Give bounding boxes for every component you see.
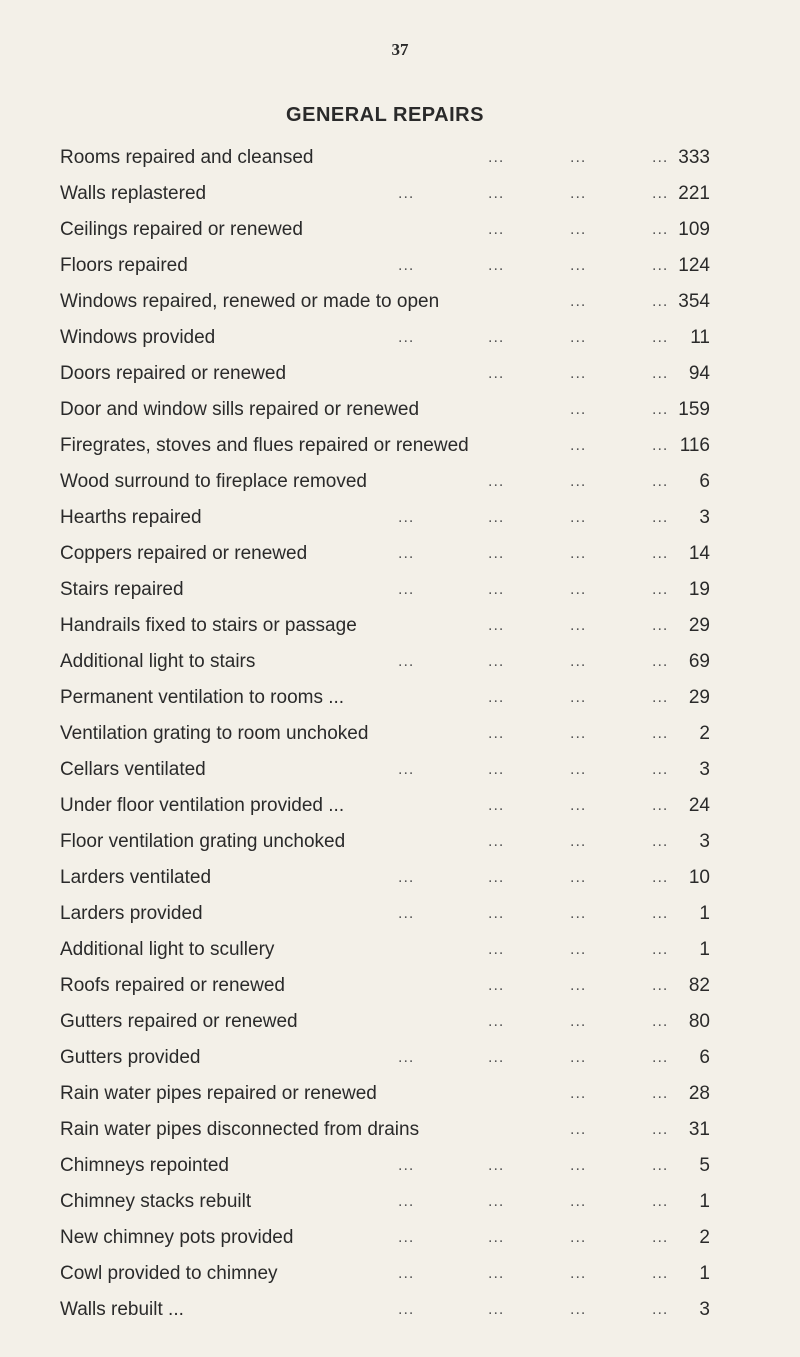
list-item bbox=[60, 644, 720, 680]
item-count: 6 bbox=[699, 471, 710, 492]
item-count: 3 bbox=[699, 507, 710, 528]
leader-dots: ... bbox=[488, 1157, 505, 1174]
list-item bbox=[60, 284, 720, 320]
list-item bbox=[60, 860, 720, 896]
item-label: Chimney stacks rebuilt bbox=[60, 1191, 252, 1212]
item-count: 24 bbox=[688, 795, 710, 816]
leader-dots: ... bbox=[652, 797, 669, 814]
leader-dots: ... bbox=[652, 365, 669, 382]
leader-dots: ... bbox=[652, 689, 669, 706]
leader-dots: ... bbox=[488, 797, 505, 814]
item-count: 94 bbox=[688, 363, 710, 384]
item-label: Coppers repaired or renewed bbox=[60, 543, 308, 564]
leader-dots: ... bbox=[488, 977, 505, 994]
leader-dots: ... bbox=[488, 185, 505, 202]
leader-dots: ... bbox=[488, 941, 505, 958]
leader-dots: ... bbox=[488, 365, 505, 382]
item-count: 69 bbox=[688, 651, 710, 672]
leader-dots: ... bbox=[652, 941, 669, 958]
leader-dots: ... bbox=[652, 617, 669, 634]
leader-dots: ... bbox=[570, 329, 587, 346]
leader-dots: ... bbox=[570, 617, 587, 634]
list-item bbox=[60, 428, 720, 464]
leader-dots: ... bbox=[652, 1121, 669, 1138]
leader-dots: ... bbox=[398, 1301, 415, 1318]
item-count: 1 bbox=[699, 1191, 710, 1212]
leader-dots: ... bbox=[488, 581, 505, 598]
leader-dots: ... bbox=[398, 329, 415, 346]
leader-dots: ... bbox=[652, 1157, 669, 1174]
list-item bbox=[60, 176, 720, 212]
list-item bbox=[60, 1004, 720, 1040]
item-count: 29 bbox=[688, 615, 710, 636]
list-item bbox=[60, 1040, 720, 1076]
list-item bbox=[60, 356, 720, 392]
item-label: Floors repaired bbox=[60, 255, 188, 276]
leader-dots: ... bbox=[652, 149, 669, 166]
list-item bbox=[60, 1256, 720, 1292]
leader-dots: ... bbox=[570, 977, 587, 994]
leader-dots: ... bbox=[488, 1013, 505, 1030]
item-count: 333 bbox=[678, 147, 710, 168]
repairs-list bbox=[60, 140, 720, 1328]
list-item bbox=[60, 1148, 720, 1184]
item-label: Additional light to scullery bbox=[60, 939, 275, 960]
leader-dots: ... bbox=[652, 257, 669, 274]
item-count: 2 bbox=[699, 723, 710, 744]
leader-dots: ... bbox=[652, 1265, 669, 1282]
leader-dots: ... bbox=[488, 1193, 505, 1210]
item-label: Walls replastered bbox=[60, 183, 207, 204]
leader-dots: ... bbox=[488, 689, 505, 706]
leader-dots: ... bbox=[488, 473, 505, 490]
list-item bbox=[60, 1220, 720, 1256]
leader-dots: ... bbox=[398, 257, 415, 274]
list-item bbox=[60, 680, 720, 716]
item-label: Windows provided bbox=[60, 327, 216, 348]
leader-dots: ... bbox=[398, 581, 415, 598]
list-item bbox=[60, 248, 720, 284]
leader-dots: ... bbox=[398, 761, 415, 778]
list-item bbox=[60, 572, 720, 608]
item-label: Rooms repaired and cleansed bbox=[60, 147, 314, 168]
leader-dots: ... bbox=[652, 437, 669, 454]
leader-dots: ... bbox=[398, 545, 415, 562]
item-label: Rain water pipes disconnected from drains bbox=[60, 1119, 420, 1140]
item-count: 80 bbox=[688, 1011, 710, 1032]
leader-dots: ... bbox=[570, 689, 587, 706]
leader-dots: ... bbox=[398, 1157, 415, 1174]
item-label: Floor ventilation grating unchoked bbox=[60, 831, 346, 852]
leader-dots: ... bbox=[570, 941, 587, 958]
leader-dots: ... bbox=[488, 1301, 505, 1318]
leader-dots: ... bbox=[652, 1229, 669, 1246]
item-label: Larders provided bbox=[60, 903, 203, 924]
item-count: 2 bbox=[699, 1227, 710, 1248]
list-item bbox=[60, 140, 720, 176]
leader-dots: ... bbox=[570, 1121, 587, 1138]
leader-dots: ... bbox=[652, 509, 669, 526]
leader-dots: ... bbox=[652, 833, 669, 850]
leader-dots: ... bbox=[652, 401, 669, 418]
leader-dots: ... bbox=[398, 1265, 415, 1282]
item-label: Gutters repaired or renewed bbox=[60, 1011, 298, 1032]
item-label: Handrails fixed to stairs or passage bbox=[60, 615, 357, 636]
item-label: Stairs repaired bbox=[60, 579, 184, 600]
item-count: 1 bbox=[699, 1263, 710, 1284]
leader-dots: ... bbox=[570, 833, 587, 850]
leader-dots: ... bbox=[570, 725, 587, 742]
list-item bbox=[60, 500, 720, 536]
leader-dots: ... bbox=[398, 1049, 415, 1066]
list-item bbox=[60, 1184, 720, 1220]
leader-dots: ... bbox=[570, 437, 587, 454]
item-label: Doors repaired or renewed bbox=[60, 363, 287, 384]
list-item bbox=[60, 608, 720, 644]
item-count: 11 bbox=[690, 327, 710, 348]
item-count: 5 bbox=[699, 1155, 710, 1176]
leader-dots: ... bbox=[652, 1013, 669, 1030]
item-count: 10 bbox=[688, 867, 710, 888]
item-label: Hearths repaired bbox=[60, 507, 202, 528]
leader-dots: ... bbox=[398, 653, 415, 670]
item-label: Cowl provided to chimney bbox=[60, 1263, 278, 1284]
item-label: Firegrates, stoves and flues repaired or renewed bbox=[60, 435, 469, 456]
leader-dots: ... bbox=[570, 545, 587, 562]
leader-dots: ... bbox=[488, 149, 505, 166]
leader-dots: ... bbox=[652, 869, 669, 886]
leader-dots: ... bbox=[652, 1301, 669, 1318]
list-item bbox=[60, 464, 720, 500]
leader-dots: ... bbox=[652, 473, 669, 490]
list-item bbox=[60, 788, 720, 824]
leader-dots: ... bbox=[652, 185, 669, 202]
leader-dots: ... bbox=[488, 257, 505, 274]
item-count: 29 bbox=[688, 687, 710, 708]
leader-dots: ... bbox=[488, 833, 505, 850]
leader-dots: ... bbox=[570, 509, 587, 526]
list-item bbox=[60, 824, 720, 860]
item-label: Rain water pipes repaired or renewed bbox=[60, 1083, 377, 1104]
leader-dots: ... bbox=[570, 581, 587, 598]
page-number: 37 bbox=[391, 40, 409, 59]
leader-dots: ... bbox=[570, 1013, 587, 1030]
item-count: 28 bbox=[688, 1083, 710, 1104]
leader-dots: ... bbox=[570, 293, 587, 310]
list-item bbox=[60, 1076, 720, 1112]
list-item bbox=[60, 1112, 720, 1148]
item-count: 221 bbox=[678, 183, 710, 204]
leader-dots: ... bbox=[570, 761, 587, 778]
leader-dots: ... bbox=[652, 545, 669, 562]
leader-dots: ... bbox=[570, 1301, 587, 1318]
leader-dots: ... bbox=[488, 905, 505, 922]
item-label: Additional light to stairs bbox=[60, 651, 256, 672]
item-label: Door and window sills repaired or renewed bbox=[60, 399, 420, 420]
leader-dots: ... bbox=[570, 1193, 587, 1210]
leader-dots: ... bbox=[570, 1085, 587, 1102]
leader-dots: ... bbox=[398, 905, 415, 922]
page-title: GENERAL REPAIRS bbox=[286, 104, 484, 126]
leader-dots: ... bbox=[398, 869, 415, 886]
leader-dots: ... bbox=[488, 221, 505, 238]
leader-dots: ... bbox=[652, 761, 669, 778]
leader-dots: ... bbox=[652, 977, 669, 994]
item-count: 14 bbox=[688, 543, 710, 564]
item-label: Chimneys repointed bbox=[60, 1155, 229, 1176]
leader-dots: ... bbox=[398, 509, 415, 526]
leader-dots: ... bbox=[652, 293, 669, 310]
leader-dots: ... bbox=[488, 545, 505, 562]
item-count: 116 bbox=[679, 435, 710, 456]
leader-dots: ... bbox=[652, 581, 669, 598]
item-label: New chimney pots provided bbox=[60, 1227, 294, 1248]
leader-dots: ... bbox=[570, 797, 587, 814]
leader-dots: ... bbox=[488, 1049, 505, 1066]
item-label: Ventilation grating to room unchoked bbox=[60, 723, 369, 744]
item-label: Cellars ventilated bbox=[60, 759, 206, 780]
item-label: Roofs repaired or renewed bbox=[60, 975, 285, 996]
item-label: Permanent ventilation to rooms ... bbox=[60, 687, 345, 708]
item-count: 31 bbox=[688, 1119, 710, 1140]
list-item bbox=[60, 716, 720, 752]
leader-dots: ... bbox=[488, 617, 505, 634]
item-count: 159 bbox=[678, 399, 710, 420]
item-count: 6 bbox=[699, 1047, 710, 1068]
leader-dots: ... bbox=[488, 1229, 505, 1246]
list-item bbox=[60, 536, 720, 572]
item-count: 3 bbox=[699, 831, 710, 852]
leader-dots: ... bbox=[652, 1193, 669, 1210]
leader-dots: ... bbox=[570, 473, 587, 490]
list-item bbox=[60, 932, 720, 968]
leader-dots: ... bbox=[570, 905, 587, 922]
item-count: 82 bbox=[688, 975, 710, 996]
leader-dots: ... bbox=[652, 329, 669, 346]
item-count: 19 bbox=[688, 579, 710, 600]
list-item bbox=[60, 1292, 720, 1328]
leader-dots: ... bbox=[570, 257, 587, 274]
leader-dots: ... bbox=[652, 1085, 669, 1102]
leader-dots: ... bbox=[398, 1193, 415, 1210]
leader-dots: ... bbox=[488, 761, 505, 778]
item-label: Ceilings repaired or renewed bbox=[60, 219, 303, 240]
leader-dots: ... bbox=[570, 185, 587, 202]
item-count: 3 bbox=[699, 759, 710, 780]
leader-dots: ... bbox=[488, 725, 505, 742]
item-label: Gutters provided bbox=[60, 1047, 201, 1068]
leader-dots: ... bbox=[488, 509, 505, 526]
leader-dots: ... bbox=[652, 905, 669, 922]
leader-dots: ... bbox=[652, 1049, 669, 1066]
leader-dots: ... bbox=[570, 401, 587, 418]
item-count: 1 bbox=[699, 939, 710, 960]
leader-dots: ... bbox=[398, 185, 415, 202]
leader-dots: ... bbox=[570, 1157, 587, 1174]
item-label: Walls rebuilt ... bbox=[60, 1299, 184, 1320]
leader-dots: ... bbox=[488, 1265, 505, 1282]
item-label: Windows repaired, renewed or made to open bbox=[60, 291, 440, 312]
leader-dots: ... bbox=[570, 1049, 587, 1066]
list-item bbox=[60, 320, 720, 356]
item-label: Under floor ventilation provided ... bbox=[60, 795, 345, 816]
leader-dots: ... bbox=[488, 653, 505, 670]
leader-dots: ... bbox=[570, 653, 587, 670]
leader-dots: ... bbox=[652, 653, 669, 670]
leader-dots: ... bbox=[488, 869, 505, 886]
item-count: 354 bbox=[678, 291, 710, 312]
leader-dots: ... bbox=[570, 869, 587, 886]
leader-dots: ... bbox=[398, 1229, 415, 1246]
leader-dots: ... bbox=[652, 725, 669, 742]
item-count: 1 bbox=[699, 903, 710, 924]
leader-dots: ... bbox=[488, 329, 505, 346]
item-count: 3 bbox=[699, 1299, 710, 1320]
leader-dots: ... bbox=[570, 149, 587, 166]
leader-dots: ... bbox=[570, 365, 587, 382]
item-count: 109 bbox=[678, 219, 710, 240]
leader-dots: ... bbox=[652, 221, 669, 238]
list-item bbox=[60, 212, 720, 248]
item-label: Wood surround to fireplace removed bbox=[60, 471, 367, 492]
list-item bbox=[60, 968, 720, 1004]
list-item bbox=[60, 752, 720, 788]
list-item bbox=[60, 896, 720, 932]
item-label: Larders ventilated bbox=[60, 867, 212, 888]
list-item bbox=[60, 392, 720, 428]
leader-dots: ... bbox=[570, 1265, 587, 1282]
item-count: 124 bbox=[678, 255, 710, 276]
leader-dots: ... bbox=[570, 1229, 587, 1246]
leader-dots: ... bbox=[570, 221, 587, 238]
